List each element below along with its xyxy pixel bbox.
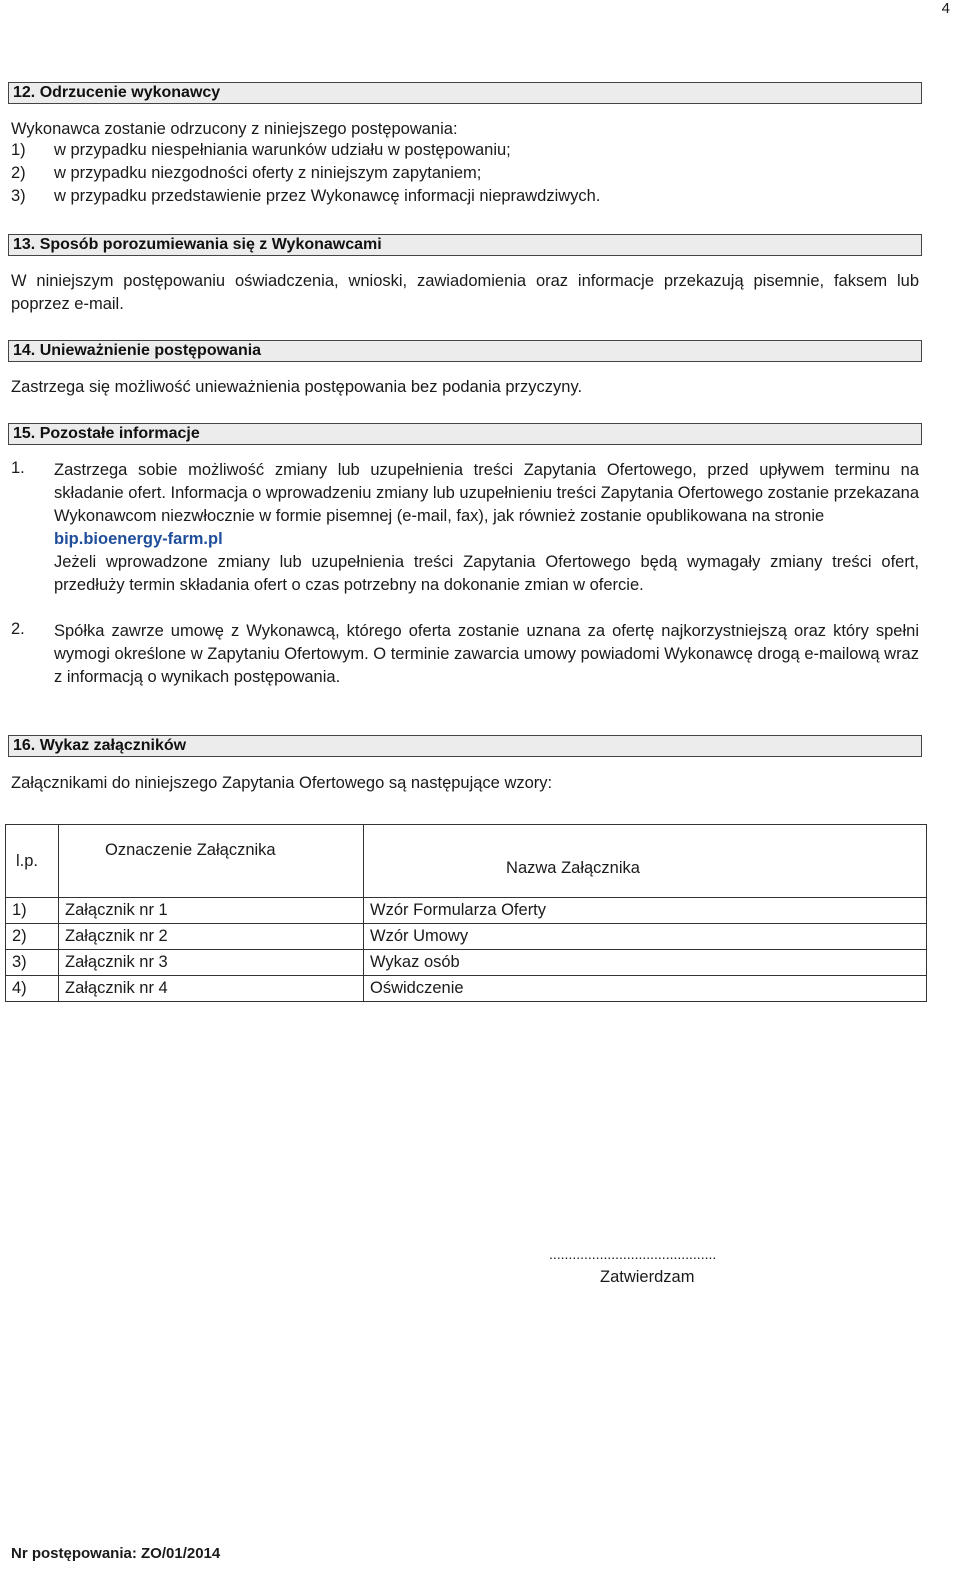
section-15-item-1 (54, 459, 919, 597)
section-15-heading: 15. Pozostałe informacje (8, 423, 922, 445)
list-item-text: w przypadku przedstawienie przez Wykonawcę informacji nieprawdziwych. (54, 187, 601, 205)
table-cell: 2) (6, 924, 59, 950)
section-15-item-1-text-b: Jeżeli wprowadzone zmiany lub uzupełnienia treści Zapytania Ofertowego będą wymagały zmiany treści ofert, przedłuży termin składania ofert o czas potrzebny na dokonanie zmian w ofercie. (54, 553, 919, 594)
section-15-item-1-text-a: Zastrzega sobie możliwość zmiany lub uzupełnienia treści Zapytania Ofertowego, przed upływem terminu na składanie ofert. Informacja o wprowadzeniu zmiany lub uzupełnieniu treści Zapytania Ofertowego zostanie przekazana Wykonawcom niezwłocznie w formie pisemnej (e-mail, fax), jak również zostanie opublikowana na stronie (54, 461, 919, 525)
attachments-table (5, 824, 927, 1002)
table-cell: Wzór Formularza Oferty (364, 898, 927, 924)
header-lp: l.p. (6, 825, 59, 898)
list-item-number: 3) (11, 187, 26, 205)
table-cell: Załącznik nr 2 (59, 924, 364, 950)
section-15-item-2-number: 2. (11, 620, 25, 638)
list-item-text: w przypadku niespełniania warunków udziału w postępowaniu; (54, 141, 511, 159)
table-cell: 3) (6, 950, 59, 976)
header-oznaczenie: Oznaczenie Załącznika (59, 825, 364, 898)
list-item-number: 2) (11, 164, 26, 182)
section-12-heading: 12. Odrzucenie wykonawcy (8, 82, 922, 104)
section-14-heading: 14. Unieważnienie postępowania (8, 340, 922, 362)
table-row (6, 898, 927, 924)
table-header-row (6, 825, 927, 898)
table-cell: 1) (6, 898, 59, 924)
website-link[interactable]: bip.bioenergy-farm.pl (54, 530, 223, 548)
signature-label: Zatwierdzam (600, 1268, 695, 1286)
table-row (6, 976, 927, 1002)
signature-line: ........................................... (549, 1246, 717, 1262)
list-item-text: w przypadku niezgodności oferty z niniejszym zapytaniem; (54, 164, 482, 182)
section-13-text: W niniejszym postępowaniu oświadczenia, wnioski, zawiadomienia oraz informacje przekazują pisemnie, faksem lub poprzez e-mail. (11, 272, 919, 313)
table-row (6, 924, 927, 950)
section-15-item-1-number: 1. (11, 459, 25, 477)
table-cell: Załącznik nr 3 (59, 950, 364, 976)
header-nazwa: Nazwa Załącznika (364, 825, 927, 898)
section-13-heading: 13. Sposób porozumiewania się z Wykonawcami (8, 234, 922, 256)
table-cell: Oświdczenie (364, 976, 927, 1002)
section-12-intro: Wykonawca zostanie odrzucony z niniejszego postępowania: (11, 120, 458, 138)
page-number: 4 (941, 0, 950, 17)
section-15-item-2-text: Spółka zawrze umowę z Wykonawcą, którego oferta zostanie uznana za ofertę najkorzystniejszą oraz który spełni wymogi określone w Zapytaniu Ofertowym. O terminie zawarcia umowy powiadomi Wykonawcę drogą e-mailową wraz z informacją o wynikach postępowania. (54, 622, 919, 686)
list-item-number: 1) (11, 141, 26, 159)
table-row (6, 950, 927, 976)
table-cell: Wzór Umowy (364, 924, 927, 950)
table-cell: Wykaz osób (364, 950, 927, 976)
section-16-heading: 16. Wykaz załączników (8, 735, 922, 757)
table-cell: Załącznik nr 1 (59, 898, 364, 924)
table-cell: 4) (6, 976, 59, 1002)
section-16-intro: Załącznikami do niniejszego Zapytania Ofertowego są następujące wzory: (11, 774, 553, 792)
section-14-text: Zastrzega się możliwość unieważnienia postępowania bez podania przyczyny. (11, 378, 583, 396)
table-cell: Załącznik nr 4 (59, 976, 364, 1002)
footer-reference: Nr postępowania: ZO/01/2014 (11, 1545, 221, 1562)
